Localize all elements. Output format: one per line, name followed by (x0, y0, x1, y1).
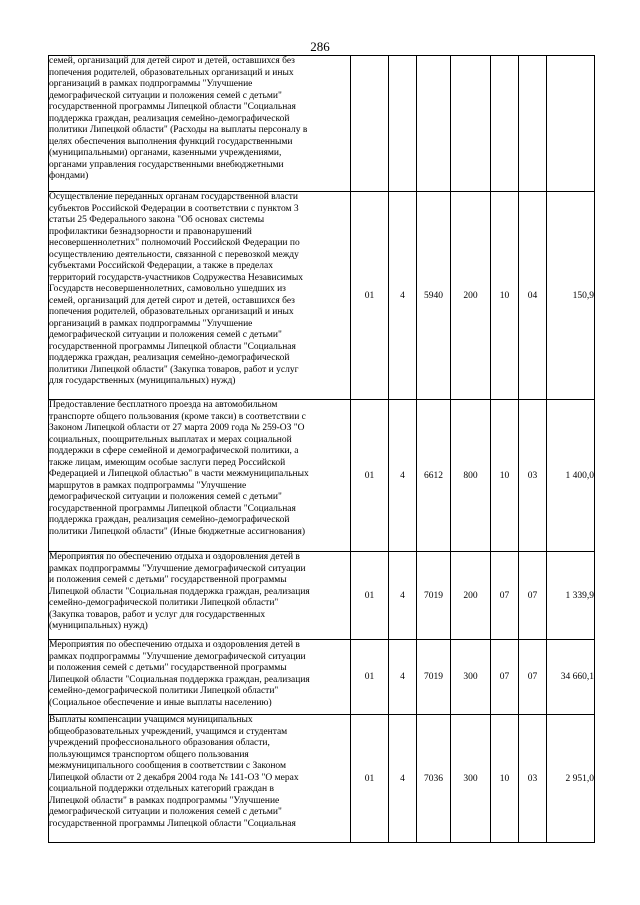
program-code: 01 (351, 715, 389, 843)
section-code: 10 (491, 400, 519, 552)
subprogram-code: 4 (389, 192, 417, 400)
expense-type-code: 200 (451, 552, 491, 640)
subprogram-code: 4 (389, 640, 417, 715)
subprogram-code: 4 (389, 400, 417, 552)
budget-table-body (49, 56, 595, 843)
amount: 150,9 (547, 192, 595, 400)
program-code (351, 56, 389, 192)
program-code: 01 (351, 640, 389, 715)
program-code: 01 (351, 400, 389, 552)
target-code: 7036 (417, 715, 451, 843)
subprogram-code (389, 56, 417, 192)
table-row (49, 715, 595, 843)
row-description: Мероприятия по обеспечению отдыха и оздоровления детей в рамках подпрограммы "Улучшение демографической ситуации и положения семей с детьми" государственной программы Липецкой области "Социальная поддержка граждан, реализация семейно-демографической политики Липецкой области" (Социальное обеспечение и иные выплаты населению) (49, 640, 351, 715)
amount: 1 339,9 (547, 552, 595, 640)
expense-type-code: 300 (451, 715, 491, 843)
section-code: 10 (491, 715, 519, 843)
table-row (49, 640, 595, 715)
amount: 2 951,0 (547, 715, 595, 843)
amount (547, 56, 595, 192)
section-code (491, 56, 519, 192)
table-row (49, 192, 595, 400)
expense-type-code: 800 (451, 400, 491, 552)
program-code: 01 (351, 192, 389, 400)
table-row (49, 552, 595, 640)
amount: 1 400,0 (547, 400, 595, 552)
subsection-code (519, 56, 547, 192)
page-number: 286 (310, 39, 330, 54)
expense-type-code: 300 (451, 640, 491, 715)
program-code: 01 (351, 552, 389, 640)
row-description: семей, организаций для детей сирот и детей, оставшихся без попечения родителей, образовательных организаций и иных организаций в рамках подпрограммы "Улучшение демографической ситуации и положения семей с детьми" государственной программы Липецкой области "Социальная поддержка граждан, реализация семейно-демографической политики Липецкой области" (Расходы на выплаты персоналу в целях обеспечения выполнения функций государственными (муниципальными) органами, казенными учреждениями, органами управления государственными внебюджетными фондами) (49, 56, 351, 192)
table-row (49, 400, 595, 552)
subsection-code: 03 (519, 715, 547, 843)
subprogram-code: 4 (389, 552, 417, 640)
section-code: 10 (491, 192, 519, 400)
target-code (417, 56, 451, 192)
target-code: 5940 (417, 192, 451, 400)
target-code: 7019 (417, 640, 451, 715)
subsection-code: 03 (519, 400, 547, 552)
subsection-code: 07 (519, 552, 547, 640)
subprogram-code: 4 (389, 715, 417, 843)
row-description: Мероприятия по обеспечению отдыха и оздоровления детей в рамках подпрограммы "Улучшение демографической ситуации и положения семей с детьми" государственной программы Липецкой области "Социальная поддержка граждан, реализация семейно-демографической политики Липецкой области" (Закупка товаров, работ и услуг для государственных (муниципальных) нужд) (49, 552, 351, 640)
target-code: 6612 (417, 400, 451, 552)
row-description: Выплаты компенсации учащимся муниципальных общеобразовательных учреждений, учащимся и студентам учреждений профессионального образования области, пользующимся транспортом общего пользования межмуниципального сообщения в соответствии с Законом Липецкой области от 2 декабря 2004 года № 141-ОЗ "О мерах социальной поддержки отдельных категорий граждан в Липецкой области" в рамках подпрограммы "Улучшение демографической ситуации и положения семей с детьми" государственной программы Липецкой области "Социальная (49, 715, 351, 843)
section-code: 07 (491, 640, 519, 715)
table-row (49, 56, 595, 192)
section-code: 07 (491, 552, 519, 640)
subsection-code: 07 (519, 640, 547, 715)
subsection-code: 04 (519, 192, 547, 400)
target-code: 7019 (417, 552, 451, 640)
row-description: Предоставление бесплатного проезда на автомобильном транспорте общего пользования (кроме такси) в соответствии с Законом Липецкой области от 27 марта 2009 года № 259-ОЗ "О социальных, поощрительных выплатах и мерах социальной поддержки в сфере семейной и демографической политики, а также лицам, имеющим особые заслуги перед Российской Федерацией и Липецкой областью" в части межмуниципальных маршрутов в рамках подпрограммы "Улучшение демографической ситуации и положения семей с детьми" государственной программы Липецкой области "Социальная поддержка граждан, реализация семейно-демографической политики Липецкой области" (Иные бюджетные ассигнования) (49, 400, 351, 552)
amount: 34 660,1 (547, 640, 595, 715)
expense-type-code (451, 56, 491, 192)
budget-table (48, 55, 595, 843)
expense-type-code: 200 (451, 192, 491, 400)
row-description: Осуществление переданных органам государственной власти субъектов Российской Федерации в соответствии с пунктом 3 статьи 25 Федерального закона "Об основах системы профилактики безнадзорности и правонарушений несовершеннолетних" полномочий Российской Федерации по осуществлению деятельности, связанной с перевозкой между субъектами Российской Федерации, а также в пределах территорий государств-участников Содружества Независимых Государств несовершеннолетних, самовольно ушедших из семей, организаций для детей сирот и детей, оставшихся без попечения родителей, образовательных организаций и иных организаций в рамках подпрограммы "Улучшение демографической ситуации и положения семей с детьми" государственной программы Липецкой области "Социальная поддержка граждан, реализация семейно-демографической политики Липецкой области" (Закупка товаров, работ и услуг для государственных (муниципальных) нужд) (49, 192, 351, 400)
